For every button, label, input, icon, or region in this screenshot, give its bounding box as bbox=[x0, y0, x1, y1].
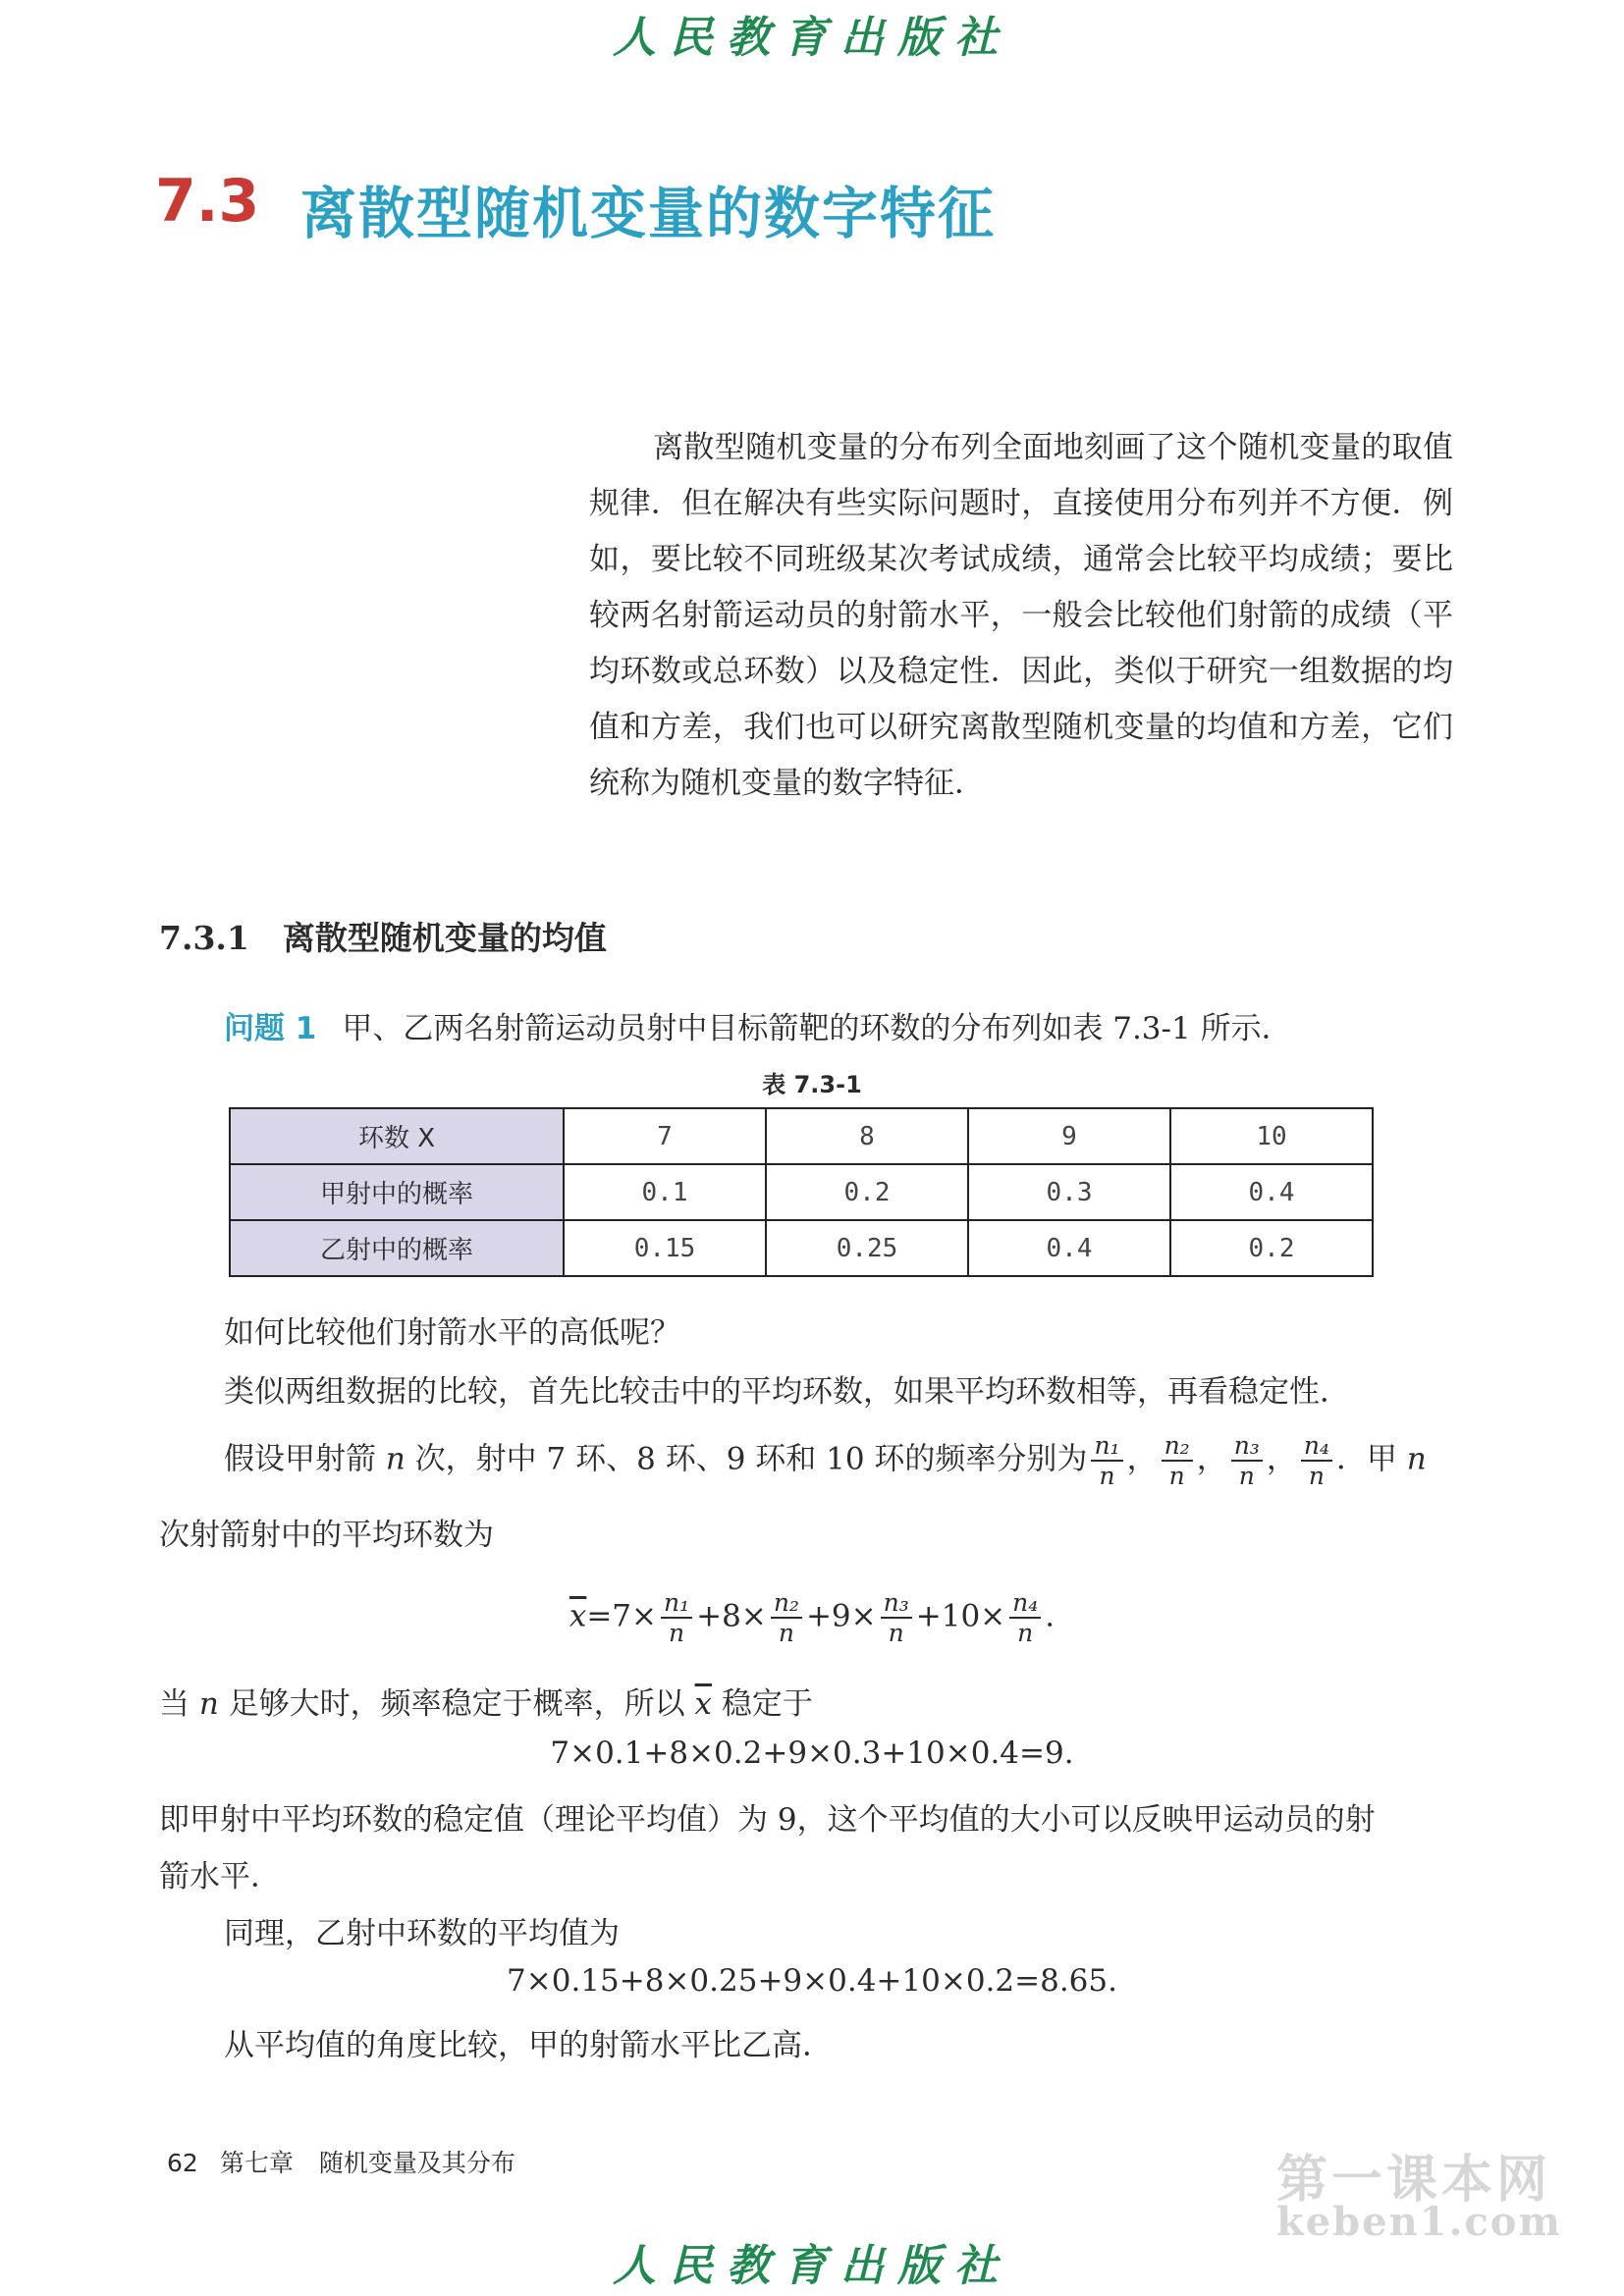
body-line-8: 同理，乙射中环数的平均值为 bbox=[224, 1916, 620, 1951]
eq-part: +9× bbox=[805, 1598, 877, 1634]
denominator: n bbox=[669, 1619, 685, 1647]
table-row bbox=[230, 1220, 1373, 1276]
numerator: n₁ bbox=[1091, 1431, 1122, 1462]
fraction-n4 bbox=[1301, 1431, 1332, 1490]
numerator: n₄ bbox=[1301, 1431, 1332, 1462]
text-span: 足够大时，频率稳定于概率，所以 bbox=[228, 1686, 685, 1722]
chapter-label: 第七章 bbox=[219, 2149, 294, 2177]
var-n: n bbox=[385, 1441, 406, 1477]
denominator: n bbox=[888, 1619, 904, 1647]
denominator: n bbox=[1238, 1462, 1255, 1490]
body-line-9: 从平均值的角度比较，甲的射箭水平比乙高． bbox=[224, 2028, 833, 2063]
page-footer bbox=[167, 2144, 515, 2179]
var-n: n bbox=[198, 1686, 219, 1722]
chapter-title: 随机变量及其分布 bbox=[318, 2149, 515, 2177]
fraction-n4 bbox=[1009, 1588, 1041, 1647]
subsection-heading bbox=[159, 913, 607, 959]
denominator: n bbox=[1308, 1462, 1325, 1490]
publisher-header: 人民教育出版社 bbox=[613, 13, 1011, 63]
question-text: 甲、乙两名射箭运动员射中目标箭靶的环数的分布列如表 7.3-1 所示． bbox=[342, 1011, 1292, 1046]
eq-part: =7× bbox=[586, 1598, 658, 1634]
x-bar: $\overline{x}$ bbox=[568, 1598, 587, 1634]
text-span: 次，射中 7 环、8 环、9 环和 10 环的频率分别为 bbox=[414, 1441, 1088, 1477]
fraction-n2 bbox=[771, 1588, 802, 1647]
table-caption: 表 7.3-1 bbox=[762, 1071, 862, 1098]
numerator: n₁ bbox=[661, 1588, 692, 1619]
table-cell: 0.2 bbox=[1170, 1220, 1373, 1276]
table-cell: 7 bbox=[564, 1108, 766, 1164]
question-1 bbox=[224, 1003, 1292, 1047]
text-span: 假设甲射箭 bbox=[224, 1441, 376, 1477]
subsection-number: 7.3.1 bbox=[159, 919, 249, 957]
text-span: ．甲 bbox=[1335, 1441, 1397, 1477]
denominator: n bbox=[778, 1619, 794, 1647]
denominator: n bbox=[1168, 1462, 1185, 1490]
equation-mean-jia: 7×0.1+8×0.2+9×0.3+10×0.4=9. bbox=[550, 1735, 1074, 1771]
numerator: n₃ bbox=[881, 1588, 912, 1619]
fraction-n3 bbox=[881, 1588, 912, 1647]
denominator: n bbox=[1017, 1619, 1034, 1647]
table-row bbox=[230, 1108, 1373, 1164]
text-span: 稳定于 bbox=[721, 1686, 813, 1722]
table-cell: 0.15 bbox=[564, 1220, 766, 1276]
table-cell: 8 bbox=[766, 1108, 968, 1164]
body-line-4: 次射箭射中的平均环数为 bbox=[159, 1518, 494, 1553]
subsection-title: 离散型随机变量的均值 bbox=[282, 919, 607, 957]
body-line-5 bbox=[159, 1679, 813, 1723]
eq-part: . bbox=[1045, 1598, 1056, 1634]
numerator: n₂ bbox=[771, 1588, 802, 1619]
question-label: 问题 1 bbox=[224, 1011, 317, 1046]
body-line-3: 假设甲射箭 n 次，射中 7 环、8 环、9 环和 10 环的频率分别为 $\frac{\text{n₁}}{n}$ ， $\frac{\text{n₂}}{n}$ ， $\frac{\text{n₃}}{n}$ ， $\frac{\text{n₄}}{n}$ ．甲 n bbox=[224, 1431, 1427, 1490]
table-row bbox=[230, 1164, 1373, 1220]
table-cell: 0.3 bbox=[968, 1164, 1170, 1220]
var-n: n bbox=[1406, 1441, 1427, 1477]
table-cell: 0.2 bbox=[766, 1164, 968, 1220]
distribution-table bbox=[229, 1107, 1374, 1277]
table-cell: 9 bbox=[968, 1108, 1170, 1164]
table-cell: 10 bbox=[1170, 1108, 1373, 1164]
table-cell: 0.4 bbox=[968, 1220, 1170, 1276]
publisher-footer: 人民教育出版社 bbox=[613, 2241, 1011, 2291]
body-line-2: 类似两组数据的比较，首先比较击中的平均环数，如果平均环数相等，再看稳定性． bbox=[224, 1374, 1350, 1410]
text-span: 当 bbox=[159, 1686, 189, 1722]
section-number: 7.3 bbox=[155, 167, 260, 236]
intro-text: 离散型随机变量的分布列全面地刻画了这个随机变量的取值规律．但在解决有些实际问题时，直接使用分布列并不方便．例如，要比较不同班级某次考试成绩，通常会比较平均成绩；要比较两名射箭运动员的射箭水平，一般会比较他们射箭的成绩（平均环数或总环数）以及稳定性．因此，类似于研究一组数据的均值和方差，我们也可以研究离散型随机变量的均值和方差，它们统称为随机变量的数字特征． bbox=[589, 430, 1453, 801]
fraction-n3 bbox=[1231, 1431, 1263, 1490]
table-cell: 0.1 bbox=[564, 1164, 766, 1220]
equation-mean-yi: 7×0.15+8×0.25+9×0.4+10×0.2=8.65. bbox=[507, 1963, 1117, 1999]
table-cell: 0.25 bbox=[766, 1220, 968, 1276]
numerator: n₂ bbox=[1162, 1431, 1193, 1462]
x-bar: $\overline{x}$ bbox=[694, 1686, 713, 1722]
fraction-n1 bbox=[661, 1588, 692, 1647]
row-header: 乙射中的概率 bbox=[230, 1220, 564, 1276]
fraction-n1 bbox=[1091, 1431, 1122, 1490]
body-line-6: 即甲射中平均环数的稳定值（理论平均值）为 9，这个平均值的大小可以反映甲运动员的射 bbox=[159, 1802, 1376, 1838]
eq-part: +10× bbox=[915, 1598, 1006, 1634]
numerator: n₃ bbox=[1231, 1431, 1263, 1462]
fraction-n2 bbox=[1162, 1431, 1193, 1490]
equation-mean-a bbox=[0, 1588, 1624, 1647]
page-number: 62 bbox=[167, 2149, 198, 2177]
body-line-1: 如何比较他们射箭水平的高低呢？ bbox=[224, 1315, 680, 1351]
table-cell: 0.4 bbox=[1170, 1164, 1373, 1220]
watermark-en: keben1.com bbox=[1276, 2199, 1562, 2245]
row-header: 环数 X bbox=[230, 1108, 564, 1164]
intro-paragraph bbox=[589, 420, 1453, 812]
body-line-7: 箭水平． bbox=[159, 1859, 281, 1895]
denominator: n bbox=[1099, 1462, 1115, 1490]
section-title: 离散型随机变量的数字特征 bbox=[300, 182, 996, 246]
eq-part: +8× bbox=[696, 1598, 767, 1634]
watermark-cn: 第一课本网 bbox=[1276, 2151, 1552, 2210]
row-header: 甲射中的概率 bbox=[230, 1164, 564, 1220]
numerator: n₄ bbox=[1009, 1588, 1041, 1619]
